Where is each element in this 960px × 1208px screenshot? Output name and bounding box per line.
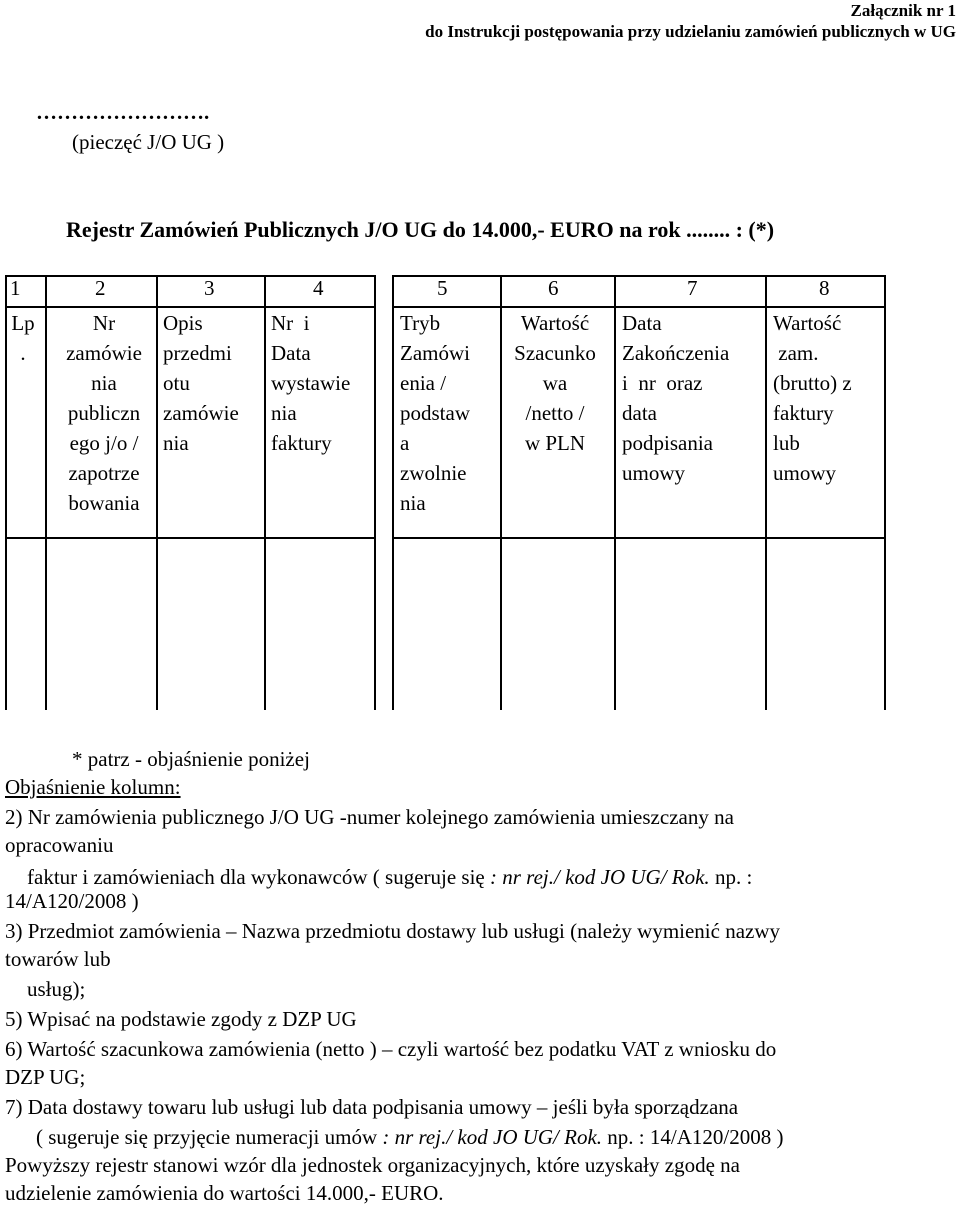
- note-3-line-1: 3) Przedmiot zamówienia – Nazwa przedmiotu dostawy lub usługi (należy wymienić nazwy: [5, 919, 781, 943]
- col-number-7: 7: [687, 276, 698, 300]
- final-note-line-1: Powyższy rejestr stanowi wzór dla jednostek organizacyjnych, które uzyskały zgodę na: [5, 1153, 740, 1177]
- col-header-description: Opis przedmi otu zamówie nia: [163, 311, 239, 455]
- col-number-3: 3: [204, 276, 215, 300]
- note-6-line-1: 6) Wartość szacunkowa zamówienia (netto ) – czyli wartość bez podatku VAT z wniosku do: [5, 1037, 777, 1061]
- note-6-line-2: DZP UG;: [5, 1065, 86, 1089]
- note-5: 5) Wpisać na podstawie zgody z DZP UG: [5, 1007, 357, 1031]
- attachment-number: Załącznik nr 1: [850, 1, 956, 20]
- col-header-order-number: Nr zamówie nia publiczn ego j/o / zapotrze bowania: [66, 311, 142, 515]
- col-number-8: 8: [819, 276, 830, 300]
- col-number-4: 4: [313, 276, 324, 300]
- attachment-description: do Instrukcji postępowania przy udzielaniu zamówień publicznych w UG: [425, 22, 956, 41]
- col-header-estimated-value: Wartość Szacunko wa /netto / w PLN: [514, 311, 596, 455]
- stamp-dots: …………………….: [36, 100, 210, 124]
- note-7-line-1: 7) Data dostawy towaru lub usługi lub data podpisania umowy – jeśli była sporządzana: [5, 1095, 739, 1119]
- col-number-1: 1: [10, 276, 21, 300]
- note-7-line-2: ( sugeruje się przyjęcie numeracji umów : nr rej./ kod JO UG/ Rok. np. : 14/A120/2008 ): [36, 1125, 784, 1149]
- note-3-line-2: towarów lub: [5, 947, 111, 971]
- col-header-invoice: Nr i Data wystawie nia faktury: [271, 311, 351, 455]
- note-3-line-3: usług);: [27, 977, 86, 1001]
- notes-heading: Objaśnienie kolumn:: [5, 775, 181, 799]
- note-2-line-4: 14/A120/2008 ): [5, 889, 139, 913]
- note-2-line-3: faktur i zamówieniach dla wykonawców ( sugeruje się : nr rej./ kod JO UG/ Rok. np. :: [27, 865, 753, 889]
- stamp-label: (pieczęć J/O UG ): [72, 130, 225, 154]
- col-number-2: 2: [95, 276, 106, 300]
- note-2-line-1: 2) Nr zamówienia publicznego J/O UG -numer kolejnego zamówienia umieszczany na: [5, 805, 734, 829]
- col-number-6: 6: [548, 276, 559, 300]
- col-header-procedure: Tryb Zamówi enia / podstaw a zwolnie nia: [400, 311, 470, 515]
- col-header-completion-date: Data Zakończenia i nr oraz data podpisania umowy: [622, 311, 730, 485]
- col-number-5: 5: [437, 276, 448, 300]
- final-note-line-2: udzielenie zamówienia do wartości 14.000,- EURO.: [5, 1181, 444, 1205]
- col-header-gross-value: Wartość zam. (brutto) z faktury lub umowy: [773, 311, 852, 485]
- note-2-line-2: opracowaniu: [5, 833, 114, 857]
- register-title: Rejestr Zamówień Publicznych J/O UG do 14.000,- EURO na rok ........ : (*): [66, 217, 775, 242]
- col-header-lp: Lp .: [11, 311, 35, 365]
- asterisk-note: * patrz - objaśnienie poniżej: [72, 747, 310, 771]
